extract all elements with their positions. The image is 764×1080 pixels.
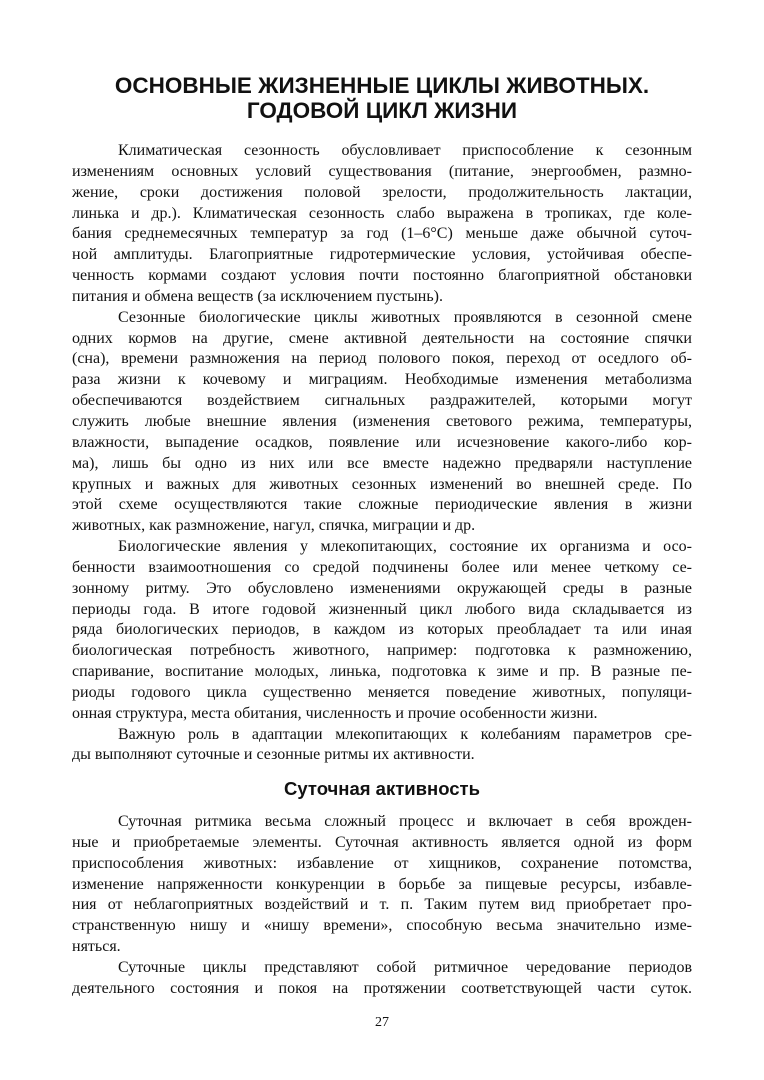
text-line: жение, сроки достижения половой зрелости, продолжительность лактации, [72,183,692,201]
text-line: биологическая потребность животного, например: подготовка к размножению, [72,642,692,660]
text-line: странственную нишу и «нишу времени», способную весьма значительно изме- [72,917,692,935]
section-1-body [72,141,692,766]
text-line: Климатическая сезонность обусловливает приспособление к сезонным [118,142,692,159]
text-line: служить любые внешние явления (изменения светового режима, температуры, [72,412,692,430]
text-line: линька и др.). Климатическая сезонность слабо выражена в тропиках, где коле- [72,204,692,222]
text-line: деятельного состояния и покоя на протяжении соответствующей части суток. [72,979,692,997]
text-line: одних кормов на другие, смене активной деятельности на состояние спячки [72,329,692,347]
paragraph [72,141,692,308]
paragraph [72,308,692,537]
text-line: раза жизни к кочевому и миграциям. Необходимые изменения метаболизма [72,371,692,389]
text-line: бания среднемесячных температур за год (1–6°С) меньше даже обычной суточ- [72,225,692,243]
text-line: ма), лишь бы одно из них или все вместе надежно предваряли наступление [72,454,692,472]
paragraph [72,812,692,958]
text-line: Биологические явления у млекопитающих, состояние их организма и осо- [118,538,692,556]
text-line: изменение напряженности конкуренции в борьбе за пищевые ресурсы, избавле- [72,875,692,893]
text-line: животных, как размножение, нагул, спячка, миграции и др. [72,517,476,535]
text-line: ряда биологических периодов, в каждом из которых преобладает та или иная [72,621,692,639]
text-line: периоды года. В итоге годовой жизненный цикл любого вида складывается из [72,600,692,618]
text-line: приспособления животных: избавление от хищников, сохранение потомства, [72,854,692,872]
text-line: обеспечиваются воздействием сигнальных раздражителей, которыми могут [72,392,692,410]
text-line: няться. [72,938,121,956]
text-line: бенности взаимоотношения со средой подчинены более или менее четкому се- [72,558,692,576]
text-line: (сна), времени размножения на период полового покоя, переход от оседлого об- [72,350,692,368]
text-line: Суточные циклы представляют собой ритмичное чередование периодов [118,958,692,976]
paragraph [72,537,692,725]
page-title [60,73,704,123]
text-line: Сезонные биологические циклы животных проявляются в сезонной смене [118,308,692,326]
text-line: изменениям основных условий существования (питание, энергообмен, размно- [72,162,692,180]
text-line: ченность кормами создают условия почти постоянно благоприятной обстановки [72,267,692,285]
text-line: спаривание, воспитание молодых, линька, подготовка к зиме и пр. В разные пе- [72,663,692,681]
text-line: ные и приобретаемые элементы. Суточная активность является одной из форм [72,833,692,851]
text-line: ния от неблагоприятных воздействий и т. п. Таким путем вид приобретает про- [72,896,692,914]
text-line: зонному ритму. Это обусловлено изменениями окружающей среды в разные [72,579,692,597]
text-line: ной амплитуды. Благоприятные гидротермические условия, устойчивая обеспе- [72,246,692,264]
paragraph [72,958,692,1000]
paragraph [72,725,692,767]
text-line: этой схеме осуществляются такие сложные периодические явления в жизни [72,496,692,514]
text-line: онная структура, места обитания, численность и прочие особенности жизни. [72,704,598,722]
text-line: крупных и важных для животных сезонных изменений во внешней среде. По [72,475,692,493]
title-line: ГОДОВОЙ ЦИКЛ ЖИЗНИ [246,98,518,123]
text-line: Суточная ритмика весьма сложный процесс и включает в себя врожден- [118,813,692,830]
section-2-body [72,812,692,1000]
text-line: ды выполняют суточные и сезонные ритмы их активности. [72,746,475,764]
text-line: Важную роль в адаптации млекопитающих к колебаниям параметров сре- [118,725,692,743]
text-line: риоды годового цикла существенно меняется поведение животных, популяци- [72,683,692,701]
text-line: питания и обмена веществ (за исключением пустынь). [72,287,443,305]
section-heading: Суточная активность [284,778,480,799]
page-number: 27 [375,1015,389,1030]
title-line: ОСНОВНЫЕ ЖИЗНЕННЫЕ ЦИКЛЫ ЖИВОТНЫХ. [114,73,650,98]
text-line: влажности, выпадение осадков, появление или исчезновение какого-либо кор- [72,433,692,451]
